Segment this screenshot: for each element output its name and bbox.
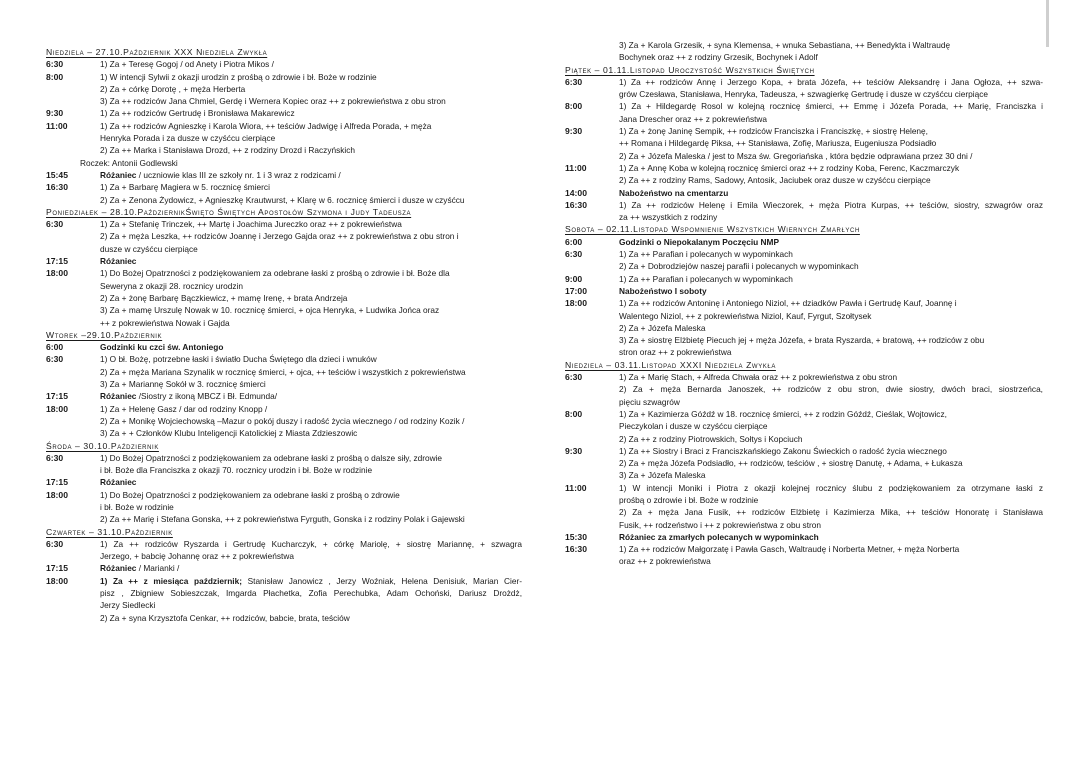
mass-time: 17:15 <box>46 477 68 488</box>
intention-line: 1) W intencji Sylwii z okazji urodzin z prośbą o zdrowie i bł. Boże w rodzinie <box>100 71 377 82</box>
mass-entry <box>565 236 1043 248</box>
intention-line: Pieczykolan i dusze w czyśćcu cierpiące <box>619 421 768 432</box>
mass-entry <box>46 71 522 108</box>
mass-intentions <box>619 408 1043 445</box>
mass-entry <box>565 162 1043 187</box>
intention-line: 1) Do Bożej Opatrzności z podziękowaniem za odebrane łaski z prośbą o dalsze siły, zdrowie <box>100 452 443 463</box>
mass-intentions <box>100 390 522 402</box>
mass-time: 6:30 <box>46 59 64 70</box>
mass-entry <box>565 445 1043 482</box>
mass-time: 17:00 <box>565 285 587 296</box>
mass-intentions <box>619 39 1043 64</box>
intention-line: 1) Za ++ Parafian i polecanych w wypominkach <box>619 249 793 260</box>
intention-line: Jerzego, + babcię Johannę oraz ++ z pokrewieństwa <box>100 551 294 562</box>
intention-line: grów Czesława, Stanisława, Henryka, Tadeusza, + szwagierkę Gertrudę i dusze w czyśćcu cierpiące <box>619 89 988 100</box>
mass-intentions <box>619 531 1043 543</box>
mass-entry <box>46 575 522 624</box>
day-heading: Niedziela – 03.11.Listopad XXXI Niedziela Zwykła <box>565 359 776 370</box>
mass-entry <box>46 58 522 70</box>
mass-time: 6:30 <box>46 354 64 365</box>
mass-intentions <box>100 218 522 255</box>
mass-entry <box>565 100 1043 125</box>
intention-line: 3) Za + + Członków Klubu Inteligencji Katolickiej z Miasta Zdzieszowic <box>100 428 358 439</box>
mass-time <box>565 39 619 64</box>
intention-line: 1) Za ++ Siostry i Braci z Franciszkańskiego Zakonu Świeckich o radość życia wiecznego <box>619 445 947 456</box>
mass-time: 16:30 <box>46 182 68 193</box>
mass-entry <box>565 408 1043 445</box>
mass-intentions <box>619 445 1043 482</box>
mass-time: 18:00 <box>46 575 68 586</box>
intention-line: 1) Za ++ rodziców Ryszarda i Gertrudę Kucharczyk, + córkę Mariolę, + siostrę Mariannę, + szwagra <box>100 538 522 549</box>
mass-time: 15:45 <box>46 169 68 180</box>
mass-intentions <box>100 267 522 328</box>
mass-entry <box>46 390 522 402</box>
mass-entry <box>565 273 1043 285</box>
intention-line: 1) Za ++ rodziców Annę i Jerzego Kopa, + brata Józefa, ++ teściów Aleksandrę i Jana Ogłoza, ++ szwa- <box>619 76 1043 87</box>
mass-time: 17:15 <box>46 391 68 402</box>
intention-line: i bł. Boże w rodzinie <box>100 501 174 512</box>
mass-entry <box>46 403 522 440</box>
mass-intentions <box>619 482 1043 531</box>
mass-entry <box>565 199 1043 224</box>
mass-entry <box>565 248 1043 273</box>
left-column <box>46 46 522 624</box>
mass-intentions <box>100 489 522 526</box>
intention-line: Różaniec za zmarłych polecanych w wypominkach <box>619 531 819 542</box>
mass-time: 11:00 <box>565 162 587 173</box>
intention-line: 2) Za ++ z rodziny Rams, Sadowy, Antosik, Jaciubek oraz dusze w czyśćcu cierpiące <box>619 175 931 186</box>
note-line: Roczek: Antonii Godlewski <box>80 157 178 168</box>
mass-intentions <box>619 371 1043 408</box>
mass-time: 17:15 <box>46 256 68 267</box>
intention-line: 2) Za + Dobrodziejów naszej parafii i polecanych w wypominkach <box>619 261 859 272</box>
mass-entry <box>565 125 1043 162</box>
day-heading: Niedziela – 27.10.Październik XXX Niedziela Zwykła <box>46 47 268 57</box>
intention-line: 1) Za ++ Parafian i polecanych w wypominkach <box>619 273 793 284</box>
intention-line: 1) Za + żonę Janinę Sempik, ++ rodziców Franciszka i Franciszkę, + siostrę Helenę, <box>619 126 928 137</box>
mass-intentions <box>619 273 1043 285</box>
mass-time: 16:30 <box>565 544 587 555</box>
mass-time: 6:30 <box>46 219 64 230</box>
intention-line: Różaniec <box>100 256 137 267</box>
intention-line: 3) Za + siostrę Elżbietę Piecuch jej + męża Józefa, + brata Ryszarda, + bratową, ++ rodziców z obu <box>619 335 985 346</box>
mass-intentions <box>100 353 522 390</box>
mass-intentions <box>619 297 1043 358</box>
intention-line: 1) Za ++ z miesiąca październik; Stanisław Janowicz , Jerzy Woźniak, Helena Denisiuk, Marian Cier- <box>100 575 522 586</box>
intention-line: i bł. Boże dla Franciszka z okazji 70. rocznicy urodzin i bł. Boże w rodzinie <box>100 465 373 476</box>
intention-line: 1) Za + Stefanię Trinczek, ++ Martę i Joachima Jureczko oraz ++ z pokrewieństwa <box>100 219 402 230</box>
intention-line: 1) Za + Annę Koba w kolejną rocznicę śmierci oraz ++ z rodziny Koba, Ferenc, Kaczmarczyk <box>619 162 960 173</box>
mass-entry <box>565 482 1043 531</box>
mass-intentions <box>100 476 522 488</box>
mass-time: 18:00 <box>46 489 68 500</box>
mass-entry <box>46 107 522 119</box>
mass-intentions <box>100 107 522 119</box>
day-heading: Wtorek –29.10.Październik <box>46 329 163 340</box>
mass-time: 6:30 <box>565 76 583 87</box>
intention-line: 2) Za ++ Marka i Stanisława Drozd, ++ z rodziny Drozd i Raczyńskich <box>100 145 355 156</box>
mass-intentions <box>619 199 1043 224</box>
intention-line: Seweryna z okazji 28. rocznicy urodzin <box>100 280 243 291</box>
mass-intentions <box>100 181 522 206</box>
mass-entry <box>46 562 522 574</box>
intention-line: 3) Za + Mariannę Sokół w 3. rocznicę śmierci <box>100 379 266 390</box>
intention-line: Jerzy Siedlecki <box>100 600 156 611</box>
mass-time: 9:00 <box>565 273 583 284</box>
intention-line: 1) Za + Kazimierza Góźdź w 18. rocznicę śmierci, ++ z rodzin Góźdź, Cieślak, Wojtowicz, <box>619 408 947 419</box>
intention-line: 1) Za ++ rodziców Agnieszkę i Karola Wiora, ++ teściów Jadwigę i Alfreda Porada, + męża <box>100 120 432 131</box>
intention-line: 1) Za + Helenę Gasz / dar od rodziny Knopp / <box>100 403 268 414</box>
mass-intentions <box>100 341 522 353</box>
mass-intentions <box>100 575 522 624</box>
mass-time: 9:30 <box>46 108 64 119</box>
intention-line: 2) Za + syna Krzysztofa Cenkar, ++ rodziców, babcie, brata, teściów <box>100 612 350 623</box>
mass-entry <box>565 371 1043 408</box>
mass-time: 6:00 <box>46 342 64 353</box>
mass-time: 8:00 <box>565 101 583 112</box>
intention-line: pisz , Zbigniew Sobieszczak, Imgarda Płachetka, Zofia Perechubka, Adam Ochoński, Dariusz Drożdż, <box>100 588 522 599</box>
intention-line: 1) Za + Marię Stach, + Alfreda Chwała oraz ++ z pokrewieństwa z obu stron <box>619 372 898 383</box>
mass-time: 9:30 <box>565 445 583 456</box>
mass-intentions <box>100 255 522 267</box>
intention-line: Nabożeństwo na cmentarzu <box>619 187 729 198</box>
mass-intentions <box>100 71 522 108</box>
intention-line: 1) Za + Barbarę Magiera w 5. rocznicę śmierci <box>100 182 270 193</box>
intention-line: dusze w czyśćcu cierpiące <box>100 243 198 254</box>
mass-entry <box>46 489 522 526</box>
intention-line: 2) Za + męża Mariana Szynalik w rocznicę śmierci, + ojca, ++ teściów i wszystkich z pokrewieństwa <box>100 366 466 377</box>
mass-entry <box>565 76 1043 101</box>
mass-time: 16:30 <box>565 199 587 210</box>
mass-time: 9:30 <box>565 126 583 137</box>
day-heading: Środa – 30.10.Październik <box>46 440 159 451</box>
intention-line: 2) Za + Monikę Wojciechowską –Mazur o pokój duszy i radość życia wiecznego / od rodziny Kozik / <box>100 415 465 426</box>
intention-line: Godzinki ku czci św. Antoniego <box>100 342 224 353</box>
mass-intentions <box>100 169 522 181</box>
mass-intentions <box>619 248 1043 273</box>
mass-time: 6:30 <box>46 538 64 549</box>
intention-line: ++ Romana i Hildegardę Piksa, ++ Stanisława, Zofię, Mariusza, Eugeniusza Podsiadło <box>619 138 937 149</box>
mass-time: 17:15 <box>46 563 68 574</box>
mass-entry <box>46 452 522 477</box>
intention-line: 2) Za + żonę Barbarę Bączkiewicz, + mamę Irenę, + brata Andrzeja <box>100 292 348 303</box>
intention-line: 1) W intencji Moniki i Piotra z okazji kolejnej rocznicy ślubu z podziękowaniem za otrzymane łaski z <box>619 482 1043 493</box>
intention-line: 2) Za ++ Marię i Stefana Gonska, ++ z pokrewieństwa Fyrguth, Gonska i z rodziny Polak i Gajewski <box>100 514 465 525</box>
intention-line: Bochynek oraz ++ z rodziny Grzesik, Bochynek i Adolf <box>619 52 818 63</box>
mass-entry <box>565 297 1043 358</box>
intention-line: Godzinki o Niepokalanym Poczęciu NMP <box>619 236 779 247</box>
mass-intentions <box>100 538 522 563</box>
mass-time: 6:30 <box>565 249 583 260</box>
day-heading: Czwartek – 31.10.Październik <box>46 526 173 537</box>
mass-intentions <box>619 285 1043 297</box>
mass-time: 15:30 <box>565 531 587 542</box>
mass-intentions <box>619 76 1043 101</box>
intention-line: Różaniec / uczniowie klas III ze szkoły nr. 1 i 3 wraz z rodzicami / <box>100 169 341 180</box>
mass-time: 14:00 <box>565 187 587 198</box>
mass-time: 6:30 <box>565 372 583 383</box>
continued-entry <box>565 39 1043 64</box>
mass-entry <box>46 255 522 267</box>
mass-entry <box>46 476 522 488</box>
mass-entry <box>46 341 522 353</box>
intention-line: 2) Za + męża Jana Fusik, ++ rodziców Elżbietę i Kazimierza Mika, ++ teściów Honoratę i Stanisława <box>619 507 1043 518</box>
intention-line: prośbą o zdrowie i bł. Boże w rodzinie <box>619 494 759 505</box>
intention-line: 3) Za + Karola Grzesik, + syna Klemensa, + wnuka Sebastiana, ++ Benedykta i Waltraudę <box>619 40 951 50</box>
intention-line: 1) O bł. Bożę, potrzebne łaski i światło Ducha Świętego dla dzieci i wnuków <box>100 354 377 365</box>
mass-time: 11:00 <box>565 482 587 493</box>
intention-line: 3) Za ++ rodziców Jana Chmiel, Gerdę i Wernera Kopiec oraz ++ z pokrewieństwa z obu stron <box>100 96 446 107</box>
mass-entry <box>565 543 1043 568</box>
day-heading: Sobota – 02.11.Listopad Wspomnienie Wszystkich Wiernych Zmarłych <box>565 224 860 235</box>
intention-line: 2) Za + męża Leszka, ++ rodziców Joannę i Jerzego Gajda oraz ++ z pokrewieństwa z obu stron i <box>100 231 459 242</box>
intention-line: Fusik, ++ rodzeństwo i ++ z pokrewieństwa z obu stron <box>619 519 821 530</box>
intention-line: 2) Za + męża Józefa Podsiadło, ++ rodziców, teściów , + siostrę Danutę, + Adama, + Łukasza <box>619 458 963 469</box>
mass-entry <box>46 538 522 563</box>
intention-line: 1) Za ++ rodziców Antoninę i Antoniego Niziol, ++ dziadków Pawła i Gertrudę Kauf, Joannę i <box>619 298 957 309</box>
intention-line: pięciu szwagrów <box>619 396 680 407</box>
mass-time: 8:00 <box>46 71 64 82</box>
intention-line: 2) Za + córkę Dorotę , + męża Herberta <box>100 83 246 94</box>
mass-intentions <box>619 236 1043 248</box>
mass-intentions <box>619 187 1043 199</box>
mass-time: 8:00 <box>565 408 583 419</box>
intention-line: Henryka Porada i za dusze w czyśćcu cierpiące <box>100 133 276 144</box>
mass-entry <box>46 120 522 157</box>
intention-line: 2) Za + Zenona Żydowicz, + Agnieszkę Krautwurst, + Klarę w 6. rocznicę śmierci i dusze w czyśćcu <box>100 194 465 205</box>
mass-entry <box>46 267 522 328</box>
mass-intentions <box>100 120 522 157</box>
mass-time: 18:00 <box>46 403 68 414</box>
mass-entry <box>46 181 522 206</box>
intention-line: 1) Za ++ rodziców Małgorzatę i Pawła Gasch, Waltraudę i Norberta Metner, + męża Norberta <box>619 544 960 555</box>
mass-intentions <box>100 403 522 440</box>
intention-line: 2) Za + Józefa Maleska / jest to Msza św. Gregoriańska , która będzie odprawiana przez 30 dni / <box>619 150 973 161</box>
intention-line: Jana Drescher oraz ++ z pokrewieństwa <box>619 113 768 124</box>
right-column <box>565 39 1043 568</box>
day-heading: Poniedziałek – 28.10.PaździernikŚwięto Świętych Apostołów Szymona i Judy Tadeusza <box>46 206 412 217</box>
intention-line: 3) Za + Józefa Maleska <box>619 470 706 481</box>
intention-line: 1) Do Bożej Opatrzności z podziękowaniem za odebrane łaski z prośbą o zdrowie <box>100 489 400 500</box>
mass-entry <box>46 353 522 390</box>
mass-time: 18:00 <box>46 268 68 279</box>
mass-time: 18:00 <box>565 298 587 309</box>
mass-entry <box>565 285 1043 297</box>
intention-line: 1) Do Bożej Opatrzności z podziękowaniem za odebrane łaski z prośbą o zdrowie i bł. Boże dla <box>100 268 450 279</box>
mass-time: 11:00 <box>46 120 68 131</box>
intention-line: 1) Za + Hildegardę Rosol w kolejną rocznicę śmierci, ++ Emmę i Józefa Porada, ++ Marię, Franciszka i <box>619 101 1043 112</box>
intention-line: 2) Za + Józefa Maleska <box>619 322 706 333</box>
mass-intentions <box>619 543 1043 568</box>
mass-entry <box>565 187 1043 199</box>
mass-entry <box>565 531 1043 543</box>
intention-line: 1) Za + Teresę Gogoj / od Anety i Piotra Mikos / <box>100 59 274 70</box>
intention-line: 2) Za ++ z rodziny Piotrowskich, Sołtys i Kopciuch <box>619 433 803 444</box>
mass-intentions <box>100 58 522 70</box>
scrollbar[interactable] <box>1046 0 1049 47</box>
intention-line: 2) Za + męża Bernarda Janoszek, ++ rodziców z obu stron, dwie siostry, dwóch braci, siostrzeńca, <box>619 384 1043 395</box>
intention-line: stron oraz ++ z pokrewieństwa <box>619 347 732 358</box>
intention-line: Walentego Niziol, ++ z pokrewieństwa Niziol, Kauf, Fyrgut, Szołtysek <box>619 310 872 321</box>
mass-time: 6:00 <box>565 236 583 247</box>
mass-intentions <box>100 452 522 477</box>
mass-intentions <box>619 100 1043 125</box>
day-heading: Piątek – 01.11.Listopad Uroczystość Wszystkich Świętych <box>565 64 815 75</box>
mass-entry <box>46 218 522 255</box>
intention-line: za ++ wszystkich z rodziny <box>619 212 718 223</box>
intention-line: ++ z pokrewieństwa Nowak i Gajda <box>100 317 230 328</box>
mass-intentions <box>619 125 1043 162</box>
intention-line: Różaniec /Siostry z ikoną MBCZ i Bł. Edmunda/ <box>100 391 278 402</box>
intention-line: 1) Za ++ rodziców Helenę i Emila Wieczorek, + męża Piotra Kurpas, ++ teściów, siostry, szwagrów oraz <box>619 199 1043 210</box>
mass-intentions <box>619 162 1043 187</box>
mass-intentions <box>100 562 522 574</box>
mass-entry <box>46 169 522 181</box>
mass-time: 6:30 <box>46 452 64 463</box>
intention-line: Różaniec <box>100 477 137 488</box>
intention-line: 3) Za + mamę Urszulę Nowak w 10. rocznicę śmierci, + ojca Henryka, + Ludwika Jońca oraz <box>100 305 440 316</box>
intention-line: Nabożeństwo I soboty <box>619 285 707 296</box>
intention-line: oraz ++ z pokrewieństwa <box>619 556 711 567</box>
intention-line: 1) Za ++ rodziców Gertrudę i Bronisława Makarewicz <box>100 108 295 119</box>
intention-line: Różaniec / Marianki / <box>100 563 180 574</box>
